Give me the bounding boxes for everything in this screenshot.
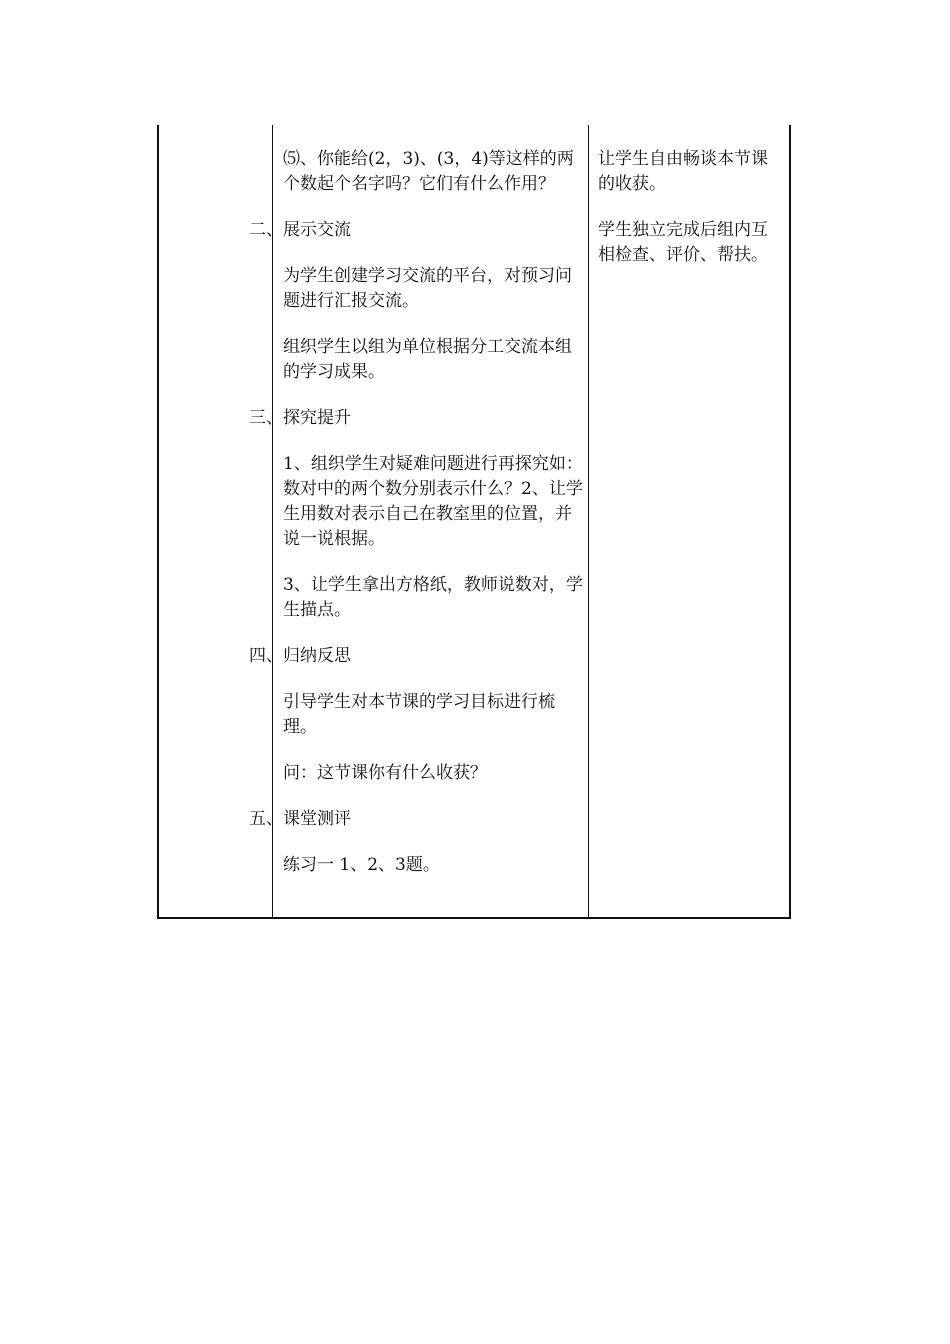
section-paragraph: 1、组织学生对疑难问题进行再探究如：数对中的两个数分别表示什么？2、让学生用数对表示自己在教室里的位置，并说一说根据。 xyxy=(283,454,583,549)
section-number: 四、 xyxy=(249,646,283,666)
section-number: 三、 xyxy=(249,408,283,428)
section-class-assessment xyxy=(249,807,583,878)
section-number: 五、 xyxy=(249,809,283,829)
section-explore-improve xyxy=(249,406,583,623)
student-activity-cell xyxy=(598,147,783,289)
section-paragraph: 3、让学生拿出方格纸，教师说数对，学生描点。 xyxy=(283,575,583,620)
section-number: 二、 xyxy=(249,220,283,240)
lesson-plan-table xyxy=(157,125,791,919)
column-divider-2 xyxy=(588,125,589,917)
section-heading: 探究提升 xyxy=(283,408,351,428)
column-divider-1 xyxy=(272,125,273,917)
section-paragraph: 引导学生对本节课的学习目标进行梳理。 xyxy=(283,692,555,737)
section-heading: 归纳反思 xyxy=(283,646,351,666)
section-paragraph: 问：这节课你有什么收获？ xyxy=(283,763,487,783)
section-heading: 展示交流 xyxy=(283,220,351,240)
section-display-exchange xyxy=(249,218,583,385)
section-heading: 课堂测评 xyxy=(283,809,351,829)
student-activity-paragraph: 让学生自由畅谈本节课的收获。 xyxy=(598,149,768,194)
table-border-right xyxy=(789,125,791,917)
section-paragraph: 为学生创建学习交流的平台，对预习问题进行汇报交流。 xyxy=(283,266,572,311)
student-activity-paragraph: 学生独立完成后组内互相检查、评价、帮扶。 xyxy=(598,220,768,265)
section-paragraph: 练习一 1、2、3题。 xyxy=(283,855,440,875)
table-border-left xyxy=(157,125,159,917)
section-paragraph: 组织学生以组为单位根据分工交流本组的学习成果。 xyxy=(283,337,572,382)
teaching-process-cell xyxy=(249,147,583,899)
section-summary-reflection xyxy=(249,644,583,786)
intro-question: ⑸、你能给(2，3)、(3，4)等这样的两个数起个名字吗？它们有什么作用？ xyxy=(283,149,574,194)
